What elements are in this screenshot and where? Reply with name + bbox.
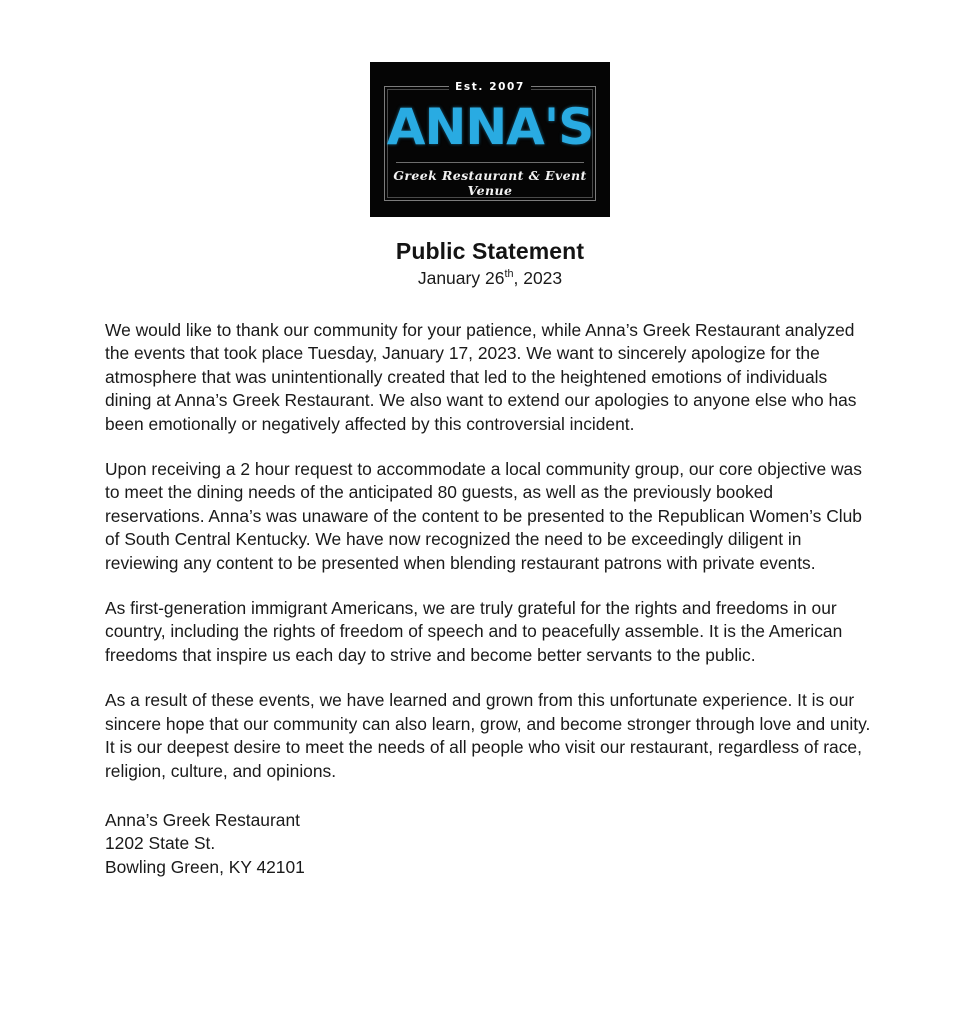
statement-paragraph: We would like to thank our community for your patience, while Anna’s Greek Restaurant analyzed the events that took place Tuesday, January 17, 2023. We want to sincerely apologize for the atmosphere that was unintentionally created that led to the heightened emotions of individuals dining at Anna’s Greek Restaurant. We also want to extend our apologies to anyone else who has been emotionally or negatively affected by this controversial incident. [105,320,857,434]
statement-date [0,267,980,289]
page-title: Public Statement [395,238,585,264]
statement-body [0,289,980,783]
statement-paragraph: As a result of these events, we have learned and grown from this unfortunate experience. It is our sincere hope that our community can also learn, grow, and become stronger through love and unity. It is our deepest desire to meet the needs of all people who visit our restaurant, regardless of race, religion, culture, and opinions. [105,690,871,781]
annas-restaurant-logo [370,62,610,217]
statement-paragraph: Upon receiving a 2 hour request to accommodate a local community group, our core objective was to meet the dining needs of the anticipated 80 guests, as well as the previously booked reservations. Anna’s was unaware of the content to be presented to the Republican Women’s Club of South Central Kentucky. We have now recognized the need to be exceedingly diligent in reviewing any content to be presented when blending restaurant patrons with private events. [105,459,862,573]
logo-brand-name: ANNA'S [386,98,594,156]
statement-paragraph: As first-generation immigrant Americans, we are truly grateful for the rights and freedoms in our country, including the rights of freedom of speech and to peacefully assemble. It is the American freedoms that inspire us each day to strive and become better servants to the public. [105,598,843,665]
statement-date-year: , 2023 [513,268,563,288]
logo-tagline: Greek Restaurant & Event Venue [393,168,587,198]
logo-container [0,0,980,217]
logo-established-line [370,78,610,94]
statement-date-day: January 26 [417,268,505,288]
logo-divider-rule [396,162,584,163]
signature-line: Anna’s Greek Restaurant [105,809,300,830]
signature-line: Bowling Green, KY 42101 [105,856,305,877]
logo-established-text: Est. 2007 [449,82,531,93]
statement-date-ordinal-suffix: th [504,268,514,281]
signature-line: 1202 State St. [105,833,216,854]
signature-block [0,783,980,879]
